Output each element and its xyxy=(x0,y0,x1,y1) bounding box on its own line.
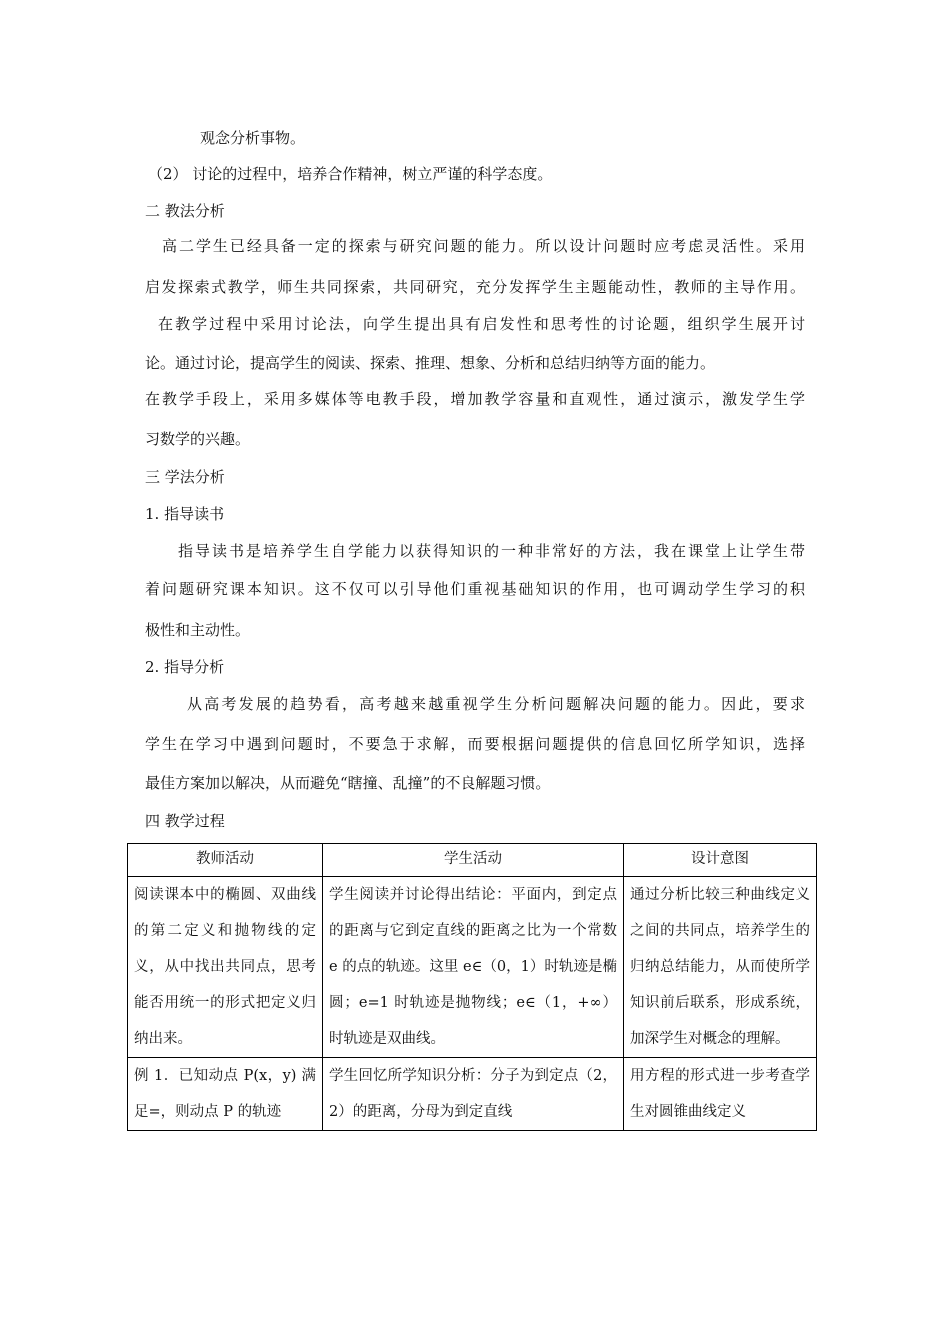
paragraph-line: 习数学的兴趣。 xyxy=(145,430,251,448)
paragraph-line: 论。通过讨论，提高学生的阅读、探索、推理、想象、分析和总结归纳等方面的能力。 xyxy=(145,354,716,372)
table-cell xyxy=(323,1058,624,1131)
paragraph-line: 从高考发展的趋势看，高考越来越重视学生分析问题解决问题的能力。因此，要求 xyxy=(187,695,805,713)
table-cell xyxy=(323,877,624,1058)
paragraph-line: 最佳方案加以解决，从而避免“瞎撞、乱撞”的不良解题习惯。 xyxy=(145,774,551,792)
paragraph-line: 在教学过程中采用讨论法，向学生提出具有启发性和思考性的讨论题，组织学生展开讨 xyxy=(158,315,805,333)
cell-text: 通过分析比较三种曲线定义之间的共同点，培养学生的归纳总结能力，从而使所学知识前后联系，形成系统，加深学生对概念的理解。 xyxy=(630,887,810,1047)
list-item: 2. 指导分析 xyxy=(145,658,225,676)
cell-text: 阅读课本中的椭圆、双曲线的第二定义和抛物线的定义，从中找出共同点，思考能否用统一的形式把定义归纳出来。 xyxy=(134,887,316,1047)
list-item: （2） 讨论的过程中，培养合作精神，树立严谨的科学态度。 xyxy=(148,165,553,183)
cell-text: 例 1．已知动点 P(x，y) 满足=，则动点 P 的轨迹 xyxy=(134,1068,316,1120)
table-cell xyxy=(128,1058,323,1131)
paragraph-line: 观念分析事物。 xyxy=(200,129,306,147)
table-cell xyxy=(128,877,323,1058)
teaching-process-table xyxy=(127,843,817,1131)
section-heading: 四 教学过程 xyxy=(145,812,225,830)
paragraph-line: 在教学手段上，采用多媒体等电教手段，增加教学容量和直观性，通过演示，激发学生学 xyxy=(145,390,805,408)
table-header-row xyxy=(128,844,817,877)
paragraph-line: 启发探索式教学，师生共同探索，共同研究，充分发挥学生主题能动性，教师的主导作用。 xyxy=(145,278,805,296)
column-header: 学生活动 xyxy=(323,844,624,877)
section-heading: 二 教法分析 xyxy=(145,202,225,220)
paragraph-line: 高二学生已经具备一定的探索与研究问题的能力。所以设计问题时应考虑灵活性。采用 xyxy=(162,237,805,255)
paragraph-line: 学生在学习中遇到问题时，不要急于求解，而要根据问题提供的信息回忆所学知识，选择 xyxy=(145,735,805,753)
paragraph-line: 指导读书是培养学生自学能力以获得知识的一种非常好的方法，我在课堂上让学生带 xyxy=(178,542,805,560)
paragraph-line: 极性和主动性。 xyxy=(145,621,251,639)
table-cell xyxy=(624,1058,817,1131)
cell-text: 学生回忆所学知识分析：分子为到定点（2，2）的距离，分母为到定直线 xyxy=(329,1068,617,1120)
table-cell xyxy=(624,877,817,1058)
table-row xyxy=(128,1058,817,1131)
section-heading: 三 学法分析 xyxy=(145,468,225,486)
cell-text: 用方程的形式进一步考查学生对圆锥曲线定义 xyxy=(630,1068,810,1120)
table-row xyxy=(128,877,817,1058)
list-item: 1. 指导读书 xyxy=(145,505,225,523)
column-header: 教师活动 xyxy=(128,844,323,877)
cell-text: 学生阅读并讨论得出结论：平面内，到定点的距离与它到定直线的距离之比为一个常数 e 的点的轨迹。这里 e∈（0，1）时轨迹是椭圆；e=1 时轨迹是抛物线；e∈（1，+∞）时轨迹是双曲线。 xyxy=(329,887,617,1047)
column-header: 设计意图 xyxy=(624,844,817,877)
paragraph-line: 着问题研究课本知识。这不仅可以引导他们重视基础知识的作用，也可调动学生学习的积 xyxy=(145,580,805,598)
